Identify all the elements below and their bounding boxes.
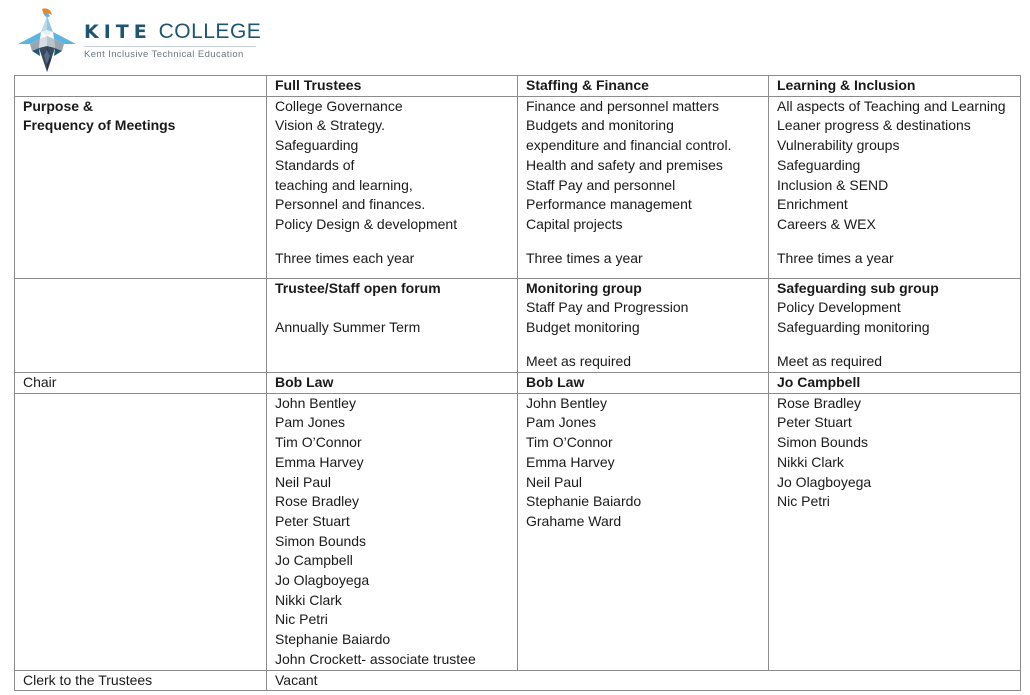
purpose-item: Policy Design & development bbox=[275, 215, 458, 232]
spacer bbox=[777, 338, 1013, 353]
spacer bbox=[777, 235, 1013, 250]
header-cell-empty bbox=[15, 76, 267, 97]
meeting-frequency: Annually Summer Term bbox=[275, 319, 421, 336]
purpose-item: Safeguarding bbox=[777, 156, 861, 173]
purpose-item: teaching and learning, bbox=[275, 176, 413, 193]
purpose-item: Standards of bbox=[275, 156, 355, 173]
meeting-frequency: Meet as required bbox=[526, 353, 632, 370]
chair-label: Chair bbox=[15, 373, 267, 394]
purpose-item: Vision & Strategy. bbox=[275, 117, 385, 134]
members-learning-inclusion-cell bbox=[769, 393, 1021, 670]
member-name: Neil Paul bbox=[526, 473, 583, 490]
member-name: Tim O’Connor bbox=[526, 434, 613, 451]
meeting-frequency: Three times a year bbox=[526, 250, 643, 267]
purpose-item: Vulnerability groups bbox=[777, 137, 900, 154]
member-name: Emma Harvey bbox=[526, 453, 615, 470]
purpose-item: All aspects of Teaching and Learning bbox=[777, 97, 1006, 114]
member-name: Emma Harvey bbox=[275, 453, 364, 470]
member-name: Rose Bradley bbox=[777, 394, 862, 411]
member-name: Stephanie Baiardo bbox=[526, 493, 642, 510]
logo-title-bold: KITE bbox=[84, 21, 152, 43]
member-name: Pam Jones bbox=[526, 414, 597, 431]
member-name: Jo Campbell bbox=[275, 552, 353, 569]
member-name: Nic Petri bbox=[777, 493, 830, 510]
chair-learning-inclusion: Jo Campbell bbox=[769, 373, 1021, 394]
purpose-item: Personnel and finances. bbox=[275, 196, 426, 213]
member-name: Pam Jones bbox=[275, 414, 346, 431]
governance-table bbox=[14, 75, 1021, 691]
members-row bbox=[15, 393, 1021, 670]
member-name: Nikki Clark bbox=[777, 453, 844, 470]
subgroup-title: Monitoring group bbox=[526, 279, 642, 296]
subgroup-full-trustees-cell bbox=[267, 278, 518, 372]
college-logo bbox=[14, 4, 274, 74]
members-full-trustees-cell bbox=[267, 393, 518, 670]
purpose-item: Careers & WEX bbox=[777, 215, 876, 232]
subgroup-item: Policy Development bbox=[777, 299, 901, 316]
members-staffing-finance-cell bbox=[518, 393, 769, 670]
column-header-learning-inclusion: Learning & Inclusion bbox=[769, 76, 1021, 97]
purpose-item: College Governance bbox=[275, 97, 403, 114]
member-name: Rose Bradley bbox=[275, 493, 360, 510]
member-name: Neil Paul bbox=[275, 473, 332, 490]
purpose-item: expenditure and financial control. bbox=[526, 137, 732, 154]
members-label-cell bbox=[15, 393, 267, 670]
spacer bbox=[526, 235, 761, 250]
clerk-row bbox=[15, 670, 1021, 691]
subgroup-row bbox=[15, 278, 1021, 372]
purpose-row bbox=[15, 96, 1021, 278]
member-name: Nic Petri bbox=[275, 611, 328, 628]
subgroup-staffing-finance-cell bbox=[518, 278, 769, 372]
purpose-staffing-finance-cell bbox=[518, 96, 769, 278]
purpose-item: Finance and personnel matters bbox=[526, 97, 719, 114]
purpose-item: Budgets and monitoring bbox=[526, 117, 674, 134]
clerk-label: Clerk to the Trustees bbox=[15, 670, 267, 691]
spacer bbox=[275, 235, 510, 250]
subgroup-item: Staff Pay and Progression bbox=[526, 299, 689, 316]
member-name: Jo Olagboyega bbox=[275, 572, 370, 589]
subgroup-learning-inclusion-cell bbox=[769, 278, 1021, 372]
member-name: John Crockett- associate trustee bbox=[275, 650, 476, 667]
purpose-item: Enrichment bbox=[777, 196, 848, 213]
chair-staffing-finance: Bob Law bbox=[518, 373, 769, 394]
chair-row bbox=[15, 373, 1021, 394]
member-name: Stephanie Baiardo bbox=[275, 631, 391, 648]
logo-wordmark bbox=[84, 21, 261, 60]
meeting-frequency: Three times a year bbox=[777, 250, 894, 267]
subgroup-item: Budget monitoring bbox=[526, 319, 640, 336]
spacer bbox=[526, 338, 761, 353]
purpose-item: Leaner progress & destinations bbox=[777, 117, 971, 134]
kite-logo-icon bbox=[16, 6, 78, 74]
column-header-staffing-finance: Staffing & Finance bbox=[518, 76, 769, 97]
member-name: Tim O’Connor bbox=[275, 434, 362, 451]
member-name: Jo Olagboyega bbox=[777, 473, 872, 490]
subgroup-item: Safeguarding monitoring bbox=[777, 319, 930, 336]
subgroup-title: Trustee/Staff open forum bbox=[275, 279, 441, 296]
member-name: John Bentley bbox=[275, 394, 356, 411]
logo-divider bbox=[84, 46, 256, 47]
logo-title-light: COLLEGE bbox=[158, 20, 262, 43]
purpose-label-cell bbox=[15, 96, 267, 278]
purpose-item: Capital projects bbox=[526, 215, 623, 232]
subgroup-label-cell bbox=[15, 278, 267, 372]
purpose-label-line1: Purpose & bbox=[23, 97, 94, 114]
member-name: Peter Stuart bbox=[275, 512, 350, 529]
meeting-frequency: Meet as required bbox=[777, 353, 883, 370]
chair-full-trustees: Bob Law bbox=[267, 373, 518, 394]
member-name: Nikki Clark bbox=[275, 591, 342, 608]
meeting-frequency: Three times each year bbox=[275, 250, 415, 267]
member-name: Grahame Ward bbox=[526, 512, 622, 529]
member-name: Peter Stuart bbox=[777, 414, 852, 431]
member-name: Simon Bounds bbox=[777, 434, 869, 451]
logo-subtitle: Kent Inclusive Technical Education bbox=[84, 49, 244, 60]
clerk-value: Vacant bbox=[267, 670, 1021, 691]
purpose-item: Health and safety and premises bbox=[526, 156, 723, 173]
column-header-full-trustees: Full Trustees bbox=[267, 76, 518, 97]
purpose-learning-inclusion-cell bbox=[769, 96, 1021, 278]
member-name: John Bentley bbox=[526, 394, 607, 411]
purpose-item: Performance management bbox=[526, 196, 692, 213]
purpose-item: Safeguarding bbox=[275, 137, 359, 154]
purpose-item: Staff Pay and personnel bbox=[526, 176, 676, 193]
logo-title bbox=[84, 21, 261, 43]
purpose-item: Inclusion & SEND bbox=[777, 176, 889, 193]
header-row bbox=[15, 76, 1021, 97]
purpose-label-line2: Frequency of Meetings bbox=[23, 117, 176, 134]
member-name: Simon Bounds bbox=[275, 532, 367, 549]
subgroup-title: Safeguarding sub group bbox=[777, 279, 939, 296]
purpose-full-trustees-cell bbox=[267, 96, 518, 278]
spacer-line bbox=[275, 298, 510, 318]
